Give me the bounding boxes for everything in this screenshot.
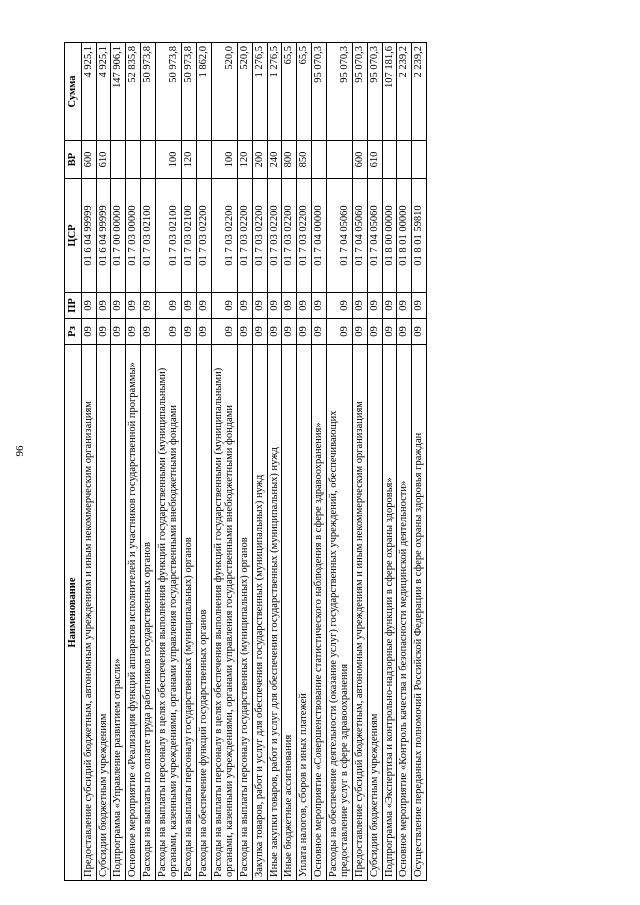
table-row bbox=[267, 43, 282, 881]
cell-sum: 1 276,5 bbox=[267, 43, 282, 141]
cell-name: Субсидии бюджетным учреждениям bbox=[96, 345, 111, 881]
cell-rz: 09 bbox=[367, 319, 382, 345]
cell-vr: 800 bbox=[282, 141, 297, 179]
cell-name: Основное мероприятие «Реализация функций аппаратов исполнителей и участников государственной программы» bbox=[126, 345, 141, 881]
cell-pr: 09 bbox=[111, 293, 126, 319]
cell-vr: 240 bbox=[267, 141, 282, 179]
cell-sum: 95 070,3 bbox=[367, 43, 382, 141]
cell-vr: 850 bbox=[297, 141, 312, 179]
cell-sum: 1 862,0 bbox=[196, 43, 211, 141]
cell-vr: 120 bbox=[238, 141, 253, 179]
cell-vr: 600 bbox=[353, 141, 368, 179]
cell-csr: 01 7 03 02100 bbox=[140, 179, 155, 293]
cell-pr: 09 bbox=[252, 293, 267, 319]
cell-pr: 09 bbox=[282, 293, 297, 319]
table-row bbox=[182, 43, 197, 881]
cell-name: Расходы на выплаты персоналу государственных (муниципальных) органов bbox=[182, 345, 197, 881]
cell-name: Расходы на выплаты персоналу в целях обеспечения выполнения функций государственными (муниципальными) органами, казенными учреждениями, органами управления государственными внебюджетными фондами bbox=[155, 345, 182, 881]
cell-pr: 09 bbox=[211, 293, 238, 319]
cell-name: Расходы на выплаты персоналу в целях обеспечения выполнения функций государственными (муниципальными) органами, казенными учреждениями, органами управления государственными внебюджетными фондами bbox=[211, 345, 238, 881]
cell-name: Уплата налогов, сборов и иных платежей bbox=[297, 345, 312, 881]
cell-csr: 01 8 01 00000 bbox=[397, 179, 412, 293]
table-body bbox=[81, 43, 426, 881]
cell-pr: 09 bbox=[267, 293, 282, 319]
cell-csr: 01 7 03 00000 bbox=[126, 179, 141, 293]
cell-csr: 01 7 03 02200 bbox=[196, 179, 211, 293]
table-row bbox=[140, 43, 155, 881]
cell-vr bbox=[382, 141, 397, 179]
cell-rz: 09 bbox=[196, 319, 211, 345]
cell-sum: 50 973,8 bbox=[140, 43, 155, 141]
header-name: Наименование bbox=[65, 345, 82, 881]
cell-name: Иные закупки товаров, работ и услуг для обеспечения государственных (муниципальных) нужд bbox=[267, 345, 282, 881]
cell-name: Основное мероприятие «Совершенствование статистического наблюдения в сфере здравоохранения» bbox=[311, 345, 326, 881]
table-row bbox=[96, 43, 111, 881]
cell-sum: 95 070,3 bbox=[326, 43, 353, 141]
table-row bbox=[238, 43, 253, 881]
cell-rz: 09 bbox=[267, 319, 282, 345]
cell-sum: 65,5 bbox=[297, 43, 312, 141]
cell-csr: 01 7 04 05060 bbox=[367, 179, 382, 293]
table-row bbox=[412, 43, 427, 881]
cell-vr bbox=[412, 141, 427, 179]
cell-csr: 01 7 03 02100 bbox=[182, 179, 197, 293]
cell-rz: 09 bbox=[155, 319, 182, 345]
cell-rz: 09 bbox=[326, 319, 353, 345]
cell-pr: 09 bbox=[297, 293, 312, 319]
cell-csr: 01 6 04 99999 bbox=[81, 179, 96, 293]
header-pr: ПР bbox=[65, 293, 82, 319]
cell-pr: 09 bbox=[367, 293, 382, 319]
table-row bbox=[397, 43, 412, 881]
cell-sum: 1 276,5 bbox=[252, 43, 267, 141]
cell-pr: 09 bbox=[353, 293, 368, 319]
cell-pr: 09 bbox=[81, 293, 96, 319]
cell-sum: 4 925,1 bbox=[81, 43, 96, 141]
cell-vr bbox=[140, 141, 155, 179]
cell-pr: 09 bbox=[311, 293, 326, 319]
cell-pr: 09 bbox=[140, 293, 155, 319]
cell-vr: 200 bbox=[252, 141, 267, 179]
table-row bbox=[382, 43, 397, 881]
cell-pr: 09 bbox=[182, 293, 197, 319]
table-row bbox=[126, 43, 141, 881]
cell-pr: 09 bbox=[155, 293, 182, 319]
cell-name: Основное мероприятие «Контроль качества и безопасности медицинской деятельности» bbox=[397, 345, 412, 881]
cell-rz: 09 bbox=[126, 319, 141, 345]
cell-vr bbox=[196, 141, 211, 179]
cell-name: Осуществление переданных полномочий Российской Федерации в сфере охраны здоровья граждан bbox=[412, 345, 427, 881]
cell-sum: 147 906,1 bbox=[111, 43, 126, 141]
table-row bbox=[297, 43, 312, 881]
cell-vr: 610 bbox=[96, 141, 111, 179]
cell-rz: 09 bbox=[81, 319, 96, 345]
table-row bbox=[311, 43, 326, 881]
cell-name: Субсидии бюджетным учреждениям bbox=[367, 345, 382, 881]
cell-name: Иные бюджетные ассигнования bbox=[282, 345, 297, 881]
table-row bbox=[111, 43, 126, 881]
cell-name: Расходы на обеспечение функций государственных органов bbox=[196, 345, 211, 881]
cell-csr: 01 7 03 02200 bbox=[238, 179, 253, 293]
header-csr: ЦСР bbox=[65, 179, 82, 293]
table-row bbox=[282, 43, 297, 881]
cell-rz: 09 bbox=[382, 319, 397, 345]
cell-name: Расходы на выплаты по оплате труда работников государственных органов bbox=[140, 345, 155, 881]
header-rz: Рз bbox=[65, 319, 82, 345]
cell-csr: 01 7 03 02100 bbox=[155, 179, 182, 293]
cell-name: Подпрограмма «Управление развитием отрасли» bbox=[111, 345, 126, 881]
cell-vr: 100 bbox=[155, 141, 182, 179]
cell-rz: 09 bbox=[297, 319, 312, 345]
cell-vr: 120 bbox=[182, 141, 197, 179]
cell-sum: 95 070,3 bbox=[311, 43, 326, 141]
cell-csr: 01 7 03 02200 bbox=[252, 179, 267, 293]
cell-name: Расходы на обеспечение деятельности (оказание услуг) государственных учреждений, обеспечивающих предоставление услуг в сфере здравоохранения bbox=[326, 345, 353, 881]
cell-pr: 09 bbox=[412, 293, 427, 319]
cell-pr: 09 bbox=[126, 293, 141, 319]
cell-vr bbox=[126, 141, 141, 179]
header-sum: Сумма bbox=[65, 43, 82, 141]
cell-name: Предоставление субсидий бюджетным, автономным учреждениям и иным некоммерческим организациям bbox=[353, 345, 368, 881]
cell-rz: 09 bbox=[252, 319, 267, 345]
cell-csr: 01 7 04 05060 bbox=[326, 179, 353, 293]
cell-sum: 520,0 bbox=[238, 43, 253, 141]
cell-csr: 01 7 03 02200 bbox=[267, 179, 282, 293]
cell-csr: 01 7 03 02200 bbox=[297, 179, 312, 293]
cell-csr: 01 7 03 02200 bbox=[282, 179, 297, 293]
cell-csr: 01 8 01 59810 bbox=[412, 179, 427, 293]
table-row bbox=[81, 43, 96, 881]
cell-rz: 09 bbox=[140, 319, 155, 345]
cell-rz: 09 bbox=[311, 319, 326, 345]
cell-vr bbox=[111, 141, 126, 179]
cell-rz: 09 bbox=[397, 319, 412, 345]
table-row bbox=[367, 43, 382, 881]
cell-sum: 50 973,8 bbox=[182, 43, 197, 141]
cell-csr: 01 6 04 99999 bbox=[96, 179, 111, 293]
cell-vr: 600 bbox=[81, 141, 96, 179]
cell-pr: 09 bbox=[326, 293, 353, 319]
cell-rz: 09 bbox=[111, 319, 126, 345]
cell-vr bbox=[326, 141, 353, 179]
cell-name: Предоставление субсидий бюджетным, автономным учреждениям и иным некоммерческим организациям bbox=[81, 345, 96, 881]
budget-table-sheet bbox=[64, 43, 596, 881]
cell-rz: 09 bbox=[182, 319, 197, 345]
cell-rz: 09 bbox=[96, 319, 111, 345]
cell-sum: 2 239,2 bbox=[397, 43, 412, 141]
cell-name: Закупка товаров, работ и услуг для обеспечения государственных (муниципальных) нужд bbox=[252, 345, 267, 881]
cell-vr bbox=[397, 141, 412, 179]
header-vr: ВР bbox=[65, 141, 82, 179]
cell-sum: 95 070,3 bbox=[353, 43, 368, 141]
cell-sum: 520,0 bbox=[211, 43, 238, 141]
cell-sum: 50 973,8 bbox=[155, 43, 182, 141]
cell-pr: 09 bbox=[238, 293, 253, 319]
table-row bbox=[326, 43, 353, 881]
cell-sum: 4 925,1 bbox=[96, 43, 111, 141]
cell-csr: 01 7 03 02200 bbox=[211, 179, 238, 293]
cell-pr: 09 bbox=[397, 293, 412, 319]
cell-vr: 610 bbox=[367, 141, 382, 179]
cell-rz: 09 bbox=[412, 319, 427, 345]
cell-rz: 09 bbox=[282, 319, 297, 345]
cell-pr: 09 bbox=[96, 293, 111, 319]
cell-vr: 100 bbox=[211, 141, 238, 179]
cell-csr: 01 8 00 00000 bbox=[382, 179, 397, 293]
cell-csr: 01 7 04 05060 bbox=[353, 179, 368, 293]
cell-name: Подпрограмма «Экспертиза и контрольно-надзорные функции в сфере охраны здоровья» bbox=[382, 345, 397, 881]
table-header-row bbox=[65, 43, 82, 881]
cell-sum: 52 835,8 bbox=[126, 43, 141, 141]
cell-name: Расходы на выплаты персоналу государственных (муниципальных) органов bbox=[238, 345, 253, 881]
table-row bbox=[155, 43, 182, 881]
cell-rz: 09 bbox=[353, 319, 368, 345]
cell-pr: 09 bbox=[382, 293, 397, 319]
cell-sum: 107 181,6 bbox=[382, 43, 397, 141]
table-row bbox=[196, 43, 211, 881]
cell-csr: 01 7 04 00000 bbox=[311, 179, 326, 293]
table-row bbox=[252, 43, 267, 881]
cell-sum: 2 239,2 bbox=[412, 43, 427, 141]
cell-csr: 01 7 00 00000 bbox=[111, 179, 126, 293]
cell-rz: 09 bbox=[238, 319, 253, 345]
table-row bbox=[353, 43, 368, 881]
cell-vr bbox=[311, 141, 326, 179]
cell-pr: 09 bbox=[196, 293, 211, 319]
page-number: 96 bbox=[14, 445, 26, 457]
cell-sum: 65,5 bbox=[282, 43, 297, 141]
table-row bbox=[211, 43, 238, 881]
budget-table bbox=[64, 42, 427, 881]
cell-rz: 09 bbox=[211, 319, 238, 345]
